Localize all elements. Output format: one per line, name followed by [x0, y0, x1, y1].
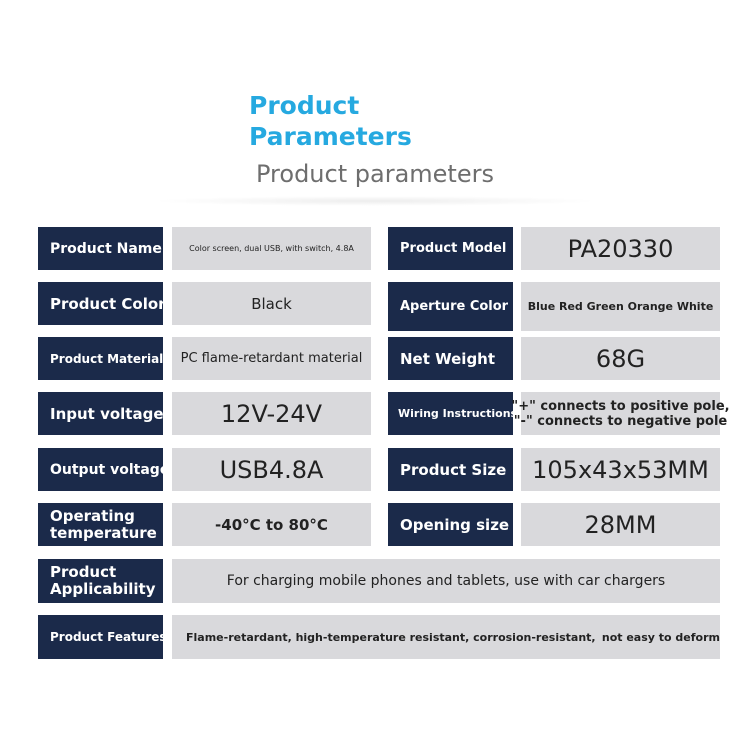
- label-operating-line1: Operating: [50, 506, 135, 525]
- page-subtitle: Product parameters: [256, 160, 494, 188]
- value-product-features: [172, 615, 720, 659]
- features-text-part1: Flame-retardant, high-temperature resistant, corrosion-resistant,: [186, 630, 596, 644]
- value-product-applicability: For charging mobile phones and tablets, use with car chargers: [172, 559, 720, 603]
- title-line-1: Product: [249, 91, 360, 120]
- label-product-color: Product Color: [38, 282, 163, 325]
- label-operating-temperature: [38, 503, 163, 546]
- label-applicability-line1: Product: [50, 563, 117, 581]
- wiring-negative-text: "-" connects to negative pole: [513, 413, 728, 429]
- value-product-name: Color screen, dual USB, with switch, 4.8A: [172, 227, 371, 270]
- label-product-model: Product Model: [388, 227, 513, 270]
- label-output-voltage: Output voltage: [38, 448, 163, 491]
- features-text-part2: not easy to deform: [601, 630, 720, 644]
- title-line-2: Parameters: [249, 122, 412, 151]
- wiring-positive-text: "+" connects to positive pole,: [511, 398, 730, 414]
- page-title: [249, 90, 412, 152]
- label-aperture-color: Aperture Color: [388, 282, 513, 331]
- value-output-voltage: USB4.8A: [172, 448, 371, 491]
- value-net-weight: 68G: [521, 337, 720, 380]
- value-product-material: PC flame-retardant material: [172, 337, 371, 380]
- label-operating-line2: temperature: [50, 523, 157, 542]
- label-product-features: Product Features: [38, 615, 163, 659]
- label-product-size: Product Size: [388, 448, 513, 491]
- value-product-color: Black: [172, 282, 371, 325]
- value-input-voltage: 12V-24V: [172, 392, 371, 435]
- label-product-name: Product Name: [38, 227, 163, 270]
- label-net-weight: Net Weight: [388, 337, 513, 380]
- label-wiring-instructions: Wiring Instructions: [388, 392, 513, 435]
- label-applicability-line2: Applicability: [50, 580, 156, 598]
- label-input-voltage: Input voltage: [38, 392, 163, 435]
- label-product-applicability: [38, 559, 163, 603]
- label-product-material: Product Material: [38, 337, 163, 380]
- value-aperture-color: Blue Red Green Orange White: [521, 282, 720, 331]
- value-product-size: 105x43x53MM: [521, 448, 720, 491]
- title-underline-shadow: [150, 196, 600, 206]
- value-wiring-instructions: [511, 392, 730, 435]
- value-product-model: PA20330: [521, 227, 720, 270]
- value-operating-temperature: -40°C to 80°C: [172, 503, 371, 546]
- label-opening-size: Opening size: [388, 503, 513, 546]
- value-opening-size: 28MM: [521, 503, 720, 546]
